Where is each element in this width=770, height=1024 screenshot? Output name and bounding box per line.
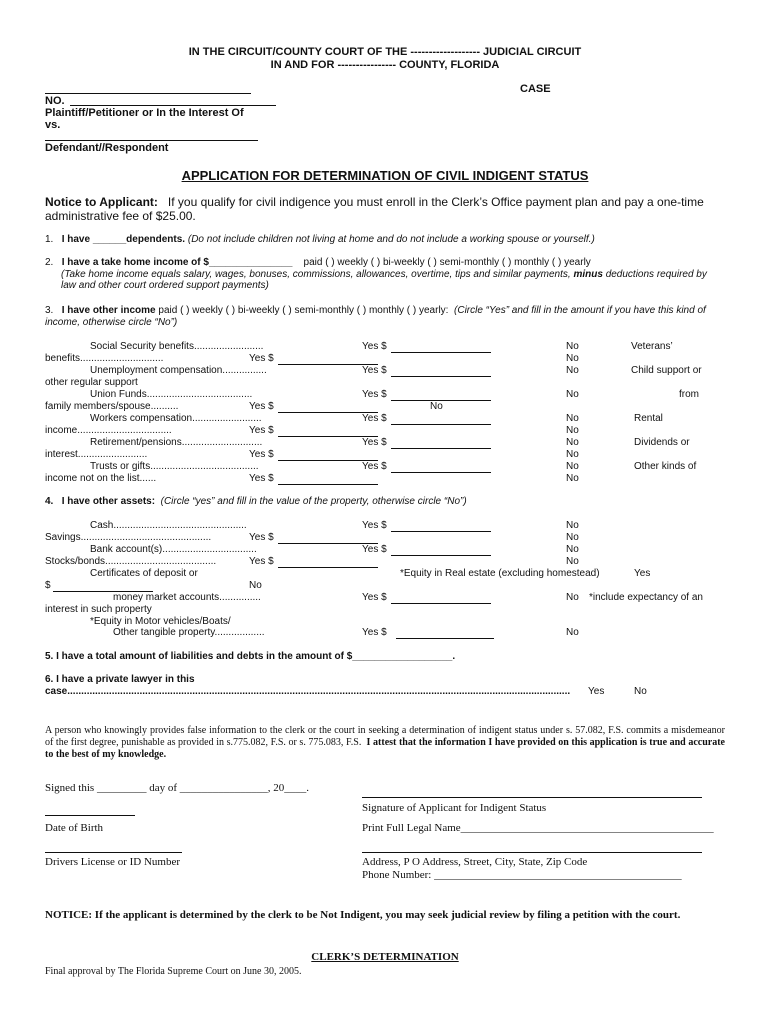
income-label-other: Other kinds of (634, 461, 697, 472)
case-no-label: NO. (45, 95, 65, 107)
yes-amount: Yes $ (362, 520, 387, 531)
asset-row-bank: Bank account(s).................................. (90, 544, 257, 555)
yes-option: Yes (634, 568, 651, 579)
income-row-family: family members/spouse.......... (45, 401, 179, 412)
amount-line (391, 555, 491, 556)
case-label: CASE (520, 83, 551, 95)
q4-number: 4. (45, 496, 54, 507)
q6-case: case..................................................................................................................................................................................... (45, 686, 571, 697)
no-option: No (566, 520, 579, 531)
footer: Final approval by The Florida Supreme Court on June 30, 2005. (45, 966, 302, 977)
yes-amount: Yes $ (362, 413, 387, 424)
asset-row-interest-property: interest in such property (45, 604, 152, 615)
income-row-other-support: other regular support (45, 377, 138, 388)
q2-options: paid ( ) weekly ( ) bi-weekly ( ) semi-monthly ( ) monthly ( ) yearly (303, 257, 591, 268)
amount-line (391, 603, 491, 604)
yes-amount: Yes $ (362, 627, 387, 638)
income-row-trusts: Trusts or gifts....................................... (90, 461, 259, 472)
amount-line (391, 376, 491, 377)
q3-text: I have other income (61, 305, 156, 316)
income-row-interest: interest......................... (45, 449, 148, 460)
q4-text: I have other assets: (61, 496, 156, 507)
clerk-determination: CLERK’S DETERMINATION (311, 951, 459, 963)
q1-text: I have ______dependents. (61, 234, 186, 245)
q2-number: 2. (45, 257, 54, 268)
signature-label: Signature of Applicant for Indigent Status (362, 802, 547, 814)
address-line (362, 852, 702, 853)
asset-row-cash: Cash................................................ (90, 520, 247, 531)
yes-amount: Yes $ (362, 461, 387, 472)
phone-label: Phone Number: _____________________________________________ (362, 869, 682, 881)
print-name: Print Full Legal Name______________________________________________ (362, 822, 714, 834)
no-option: No (566, 413, 579, 424)
income-row-workers-comp: Workers compensation......................... (90, 413, 262, 424)
asset-row-tangible: Other tangible property.................. (113, 627, 265, 638)
question-4 (45, 496, 467, 507)
no-option: No (566, 627, 579, 638)
question-2 (45, 257, 591, 268)
income-row-social-security: Social Security benefits......................... (90, 341, 264, 352)
question-5: 5. I have a total amount of liabilities and debts in the amount of $__________________. (45, 651, 456, 662)
yes-amount: Yes $ (249, 401, 274, 412)
asset-row-savings: Savings............................................... (45, 532, 212, 543)
no-option: No (566, 353, 579, 364)
no-option: No (566, 449, 579, 460)
amount-line (391, 448, 491, 449)
no-option: No (566, 532, 579, 543)
amount-line (391, 352, 491, 353)
plaintiff-label: Plaintiff/Petitioner or In the Interest Of (45, 107, 244, 119)
no-option: No (566, 473, 579, 484)
income-label-from: from (679, 389, 699, 400)
attestation-text: A person who knowingly provides false information to the clerk or the court in seeking a determination of indigent status under s. 57.082, F.S. commits a misdemeanor of the first degree, punishable as provided in s.775.082, F.S. or s. 775.083, F.S. (45, 725, 725, 748)
yes-amount: Yes $ (362, 341, 387, 352)
no-option: No (566, 544, 579, 555)
attestation (45, 725, 725, 761)
no-option: No (566, 437, 579, 448)
q6-case-dots (45, 686, 585, 697)
dob-label: Date of Birth (45, 822, 104, 834)
q3-note-2: income, otherwise circle “No”) (45, 317, 178, 328)
yes-amount: Yes $ (362, 389, 387, 400)
q2-text: I have a take home income of $_______________ (61, 257, 293, 268)
asset-row-motor-vehicles: *Equity in Motor vehicles/Boats/ (90, 616, 231, 627)
yes-amount: Yes $ (362, 544, 387, 555)
court-line-2: IN AND FOR ---------------- COUNTY, FLORIDA (270, 59, 500, 71)
q2-note-1 (61, 269, 707, 280)
signature-line (362, 797, 702, 798)
q2-note-2: law and other court ordered support payments) (61, 280, 269, 291)
q1-number: 1. (45, 234, 54, 245)
yes-amount: Yes $ (362, 437, 387, 448)
no-option: No (566, 556, 579, 567)
q6-no: No (634, 686, 647, 697)
yes-amount: Yes $ (249, 353, 274, 364)
q6-yes: Yes (588, 686, 605, 697)
defendant-line (45, 140, 258, 141)
yes-amount: Yes $ (249, 532, 274, 543)
notice-line-1 (45, 195, 704, 209)
amount-line (391, 424, 491, 425)
income-row-rental-income: income.................................. (45, 425, 172, 436)
yes-amount: Yes $ (249, 556, 274, 567)
signed-this: Signed this _________ day of ________________, 20____. (45, 782, 309, 794)
yes-amount: Yes $ (362, 365, 387, 376)
dollar-sign: $ (45, 580, 51, 591)
case-no-line (70, 105, 276, 106)
asset-row-certificates: Certificates of deposit or (90, 568, 198, 579)
income-row-unemployment: Unemployment compensation................ (90, 365, 267, 376)
dl-line (45, 852, 182, 853)
income-row-union-funds: Union Funds...................................... (90, 389, 253, 400)
yes-amount: Yes $ (362, 592, 387, 603)
q4-note: (Circle “yes” and fill in the value of the property, otherwise circle “No”) (160, 496, 467, 507)
q2-note-text-b: deductions required by (605, 269, 707, 280)
no-option: No (566, 425, 579, 436)
plaintiff-line-1 (45, 93, 251, 94)
no-option: No (566, 341, 579, 352)
income-row-veterans-benefits: benefits.............................. (45, 353, 164, 364)
asset-row-money-market: money market accounts............... (113, 592, 261, 603)
income-label-dividends: Dividends or (634, 437, 690, 448)
no-option: No (566, 461, 579, 472)
yes-amount: Yes $ (249, 473, 274, 484)
q3-note-1: (Circle “Yes” and fill in the amount if you have this kind of (454, 305, 706, 316)
dl-label: Drivers License or ID Number (45, 856, 181, 868)
question-3 (45, 305, 706, 316)
amount-line (391, 531, 491, 532)
dob-line (45, 815, 135, 816)
no-option: No (566, 365, 579, 376)
q2-minus: minus (573, 269, 603, 280)
yes-amount: Yes $ (249, 449, 274, 460)
income-row-retirement: Retirement/pensions............................. (90, 437, 263, 448)
asset-label-expectancy: *include expectancy of an (589, 592, 703, 603)
form-title: APPLICATION FOR DETERMINATION OF CIVIL INDIGENT STATUS (181, 168, 589, 183)
q3-number: 3. (45, 305, 54, 316)
notice-text-2: administrative fee of $25.00. (45, 209, 196, 223)
vs-label: vs. (45, 119, 61, 131)
amount-line (278, 567, 378, 568)
yes-amount: Yes $ (249, 425, 274, 436)
income-label-rental: Rental (634, 413, 663, 424)
asset-row-stocks: Stocks/bonds........................................ (45, 556, 217, 567)
income-label-child-support: Child support or (631, 365, 702, 376)
defendant-label: Defendant//Respondent (45, 142, 169, 154)
question-1 (45, 234, 595, 245)
attestation-bold: I attest that the information I have provided on this application is true and accurate to the best of my knowledge. (45, 737, 725, 760)
no-option: No (566, 592, 579, 603)
question-6: 6. I have a private lawyer in this (45, 674, 195, 685)
no-option: No (566, 389, 579, 400)
notice-text-1: If you qualify for civil indigence you must enroll in the Clerk’s Office payment plan and pay a one-time (167, 195, 704, 209)
no-option: No (249, 580, 262, 591)
asset-row-real-estate: *Equity in Real estate (excluding homestead) (400, 568, 600, 579)
income-label-veterans: Veterans’ (631, 341, 673, 352)
q2-note-text: (Take home income equals salary, wages, bonuses, commissions, allowances, overtime, tips and similar payments, (61, 269, 571, 280)
notice-label: Notice to Applicant: (45, 195, 158, 209)
q1-note: (Do not include children not living at home and do not include a working spouse or yourself.) (187, 234, 595, 245)
income-row-not-listed: income not on the list...... (45, 473, 157, 484)
amount-line (391, 472, 491, 473)
no-option: No (430, 401, 443, 412)
address-label: Address, P O Address, Street, City, State, Zip Code (362, 856, 588, 868)
amount-line (396, 638, 494, 639)
final-notice: NOTICE: If the applicant is determined by the clerk to be Not Indigent, you may seek judicial review by filing a petition with the court. (45, 909, 681, 921)
q3-options: paid ( ) weekly ( ) bi-weekly ( ) semi-monthly ( ) monthly ( ) yearly: (158, 305, 449, 316)
court-line-1: IN THE CIRCUIT/COUNTY COURT OF THE ------------------- JUDICIAL CIRCUIT (188, 46, 582, 58)
amount-line (278, 484, 378, 485)
